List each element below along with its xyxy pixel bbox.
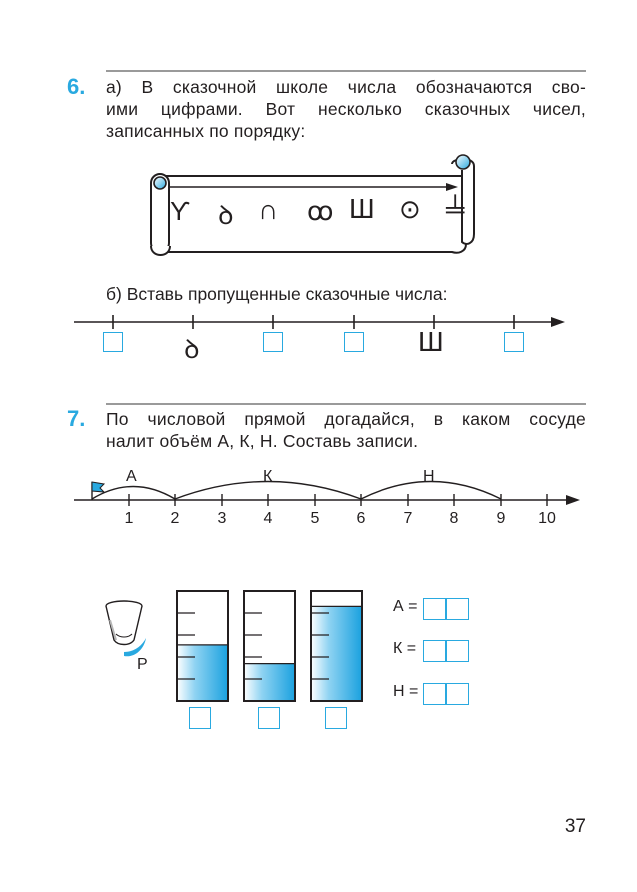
tick-label-3: 3 [217,510,227,527]
vessel-water-3 [311,606,362,701]
equation-box-k[interactable] [423,640,469,662]
equation-box-a[interactable] [423,598,469,620]
equation-label-a: А = [393,598,418,615]
equation-label-k: К = [393,640,417,657]
tick-label-5: 5 [310,510,320,527]
equation-box-n[interactable] [423,683,469,705]
vessel-water-1 [177,645,228,701]
arc-label-a: А [126,468,137,485]
vessel-1 [177,591,228,701]
task6-line-3: записанных по порядку: [106,121,306,141]
tick-label-6: 6 [356,510,366,527]
tick-label-9: 9 [496,510,506,527]
vessel-2 [244,591,295,701]
vessel-3 [311,591,362,701]
task7-number: 7. [67,406,86,431]
tick-label-7: 7 [403,510,413,527]
task6-part-b-text: б) Вставь пропущенные сказочные числа: [106,284,448,304]
fairy-digit-2: ꝺ [218,200,234,230]
vessel-water-2 [244,664,295,701]
task6-number: 6. [67,74,86,99]
task6-line-1: а) В сказочной школе числа обозначаются сво- [106,77,586,97]
tick-label-10: 10 [538,510,556,527]
line-symbol-fifth: Ш [418,326,444,357]
fairy-digit-7: ╧ [446,194,465,224]
fairy-digit-3: ∩ [258,194,279,225]
task6-line-2: ими цифрами. Вот несколько сказочных чисел, [106,99,586,119]
vessel-answer-box-1[interactable] [189,707,211,729]
line-symbol-second: ꝺ [184,334,200,364]
tick-label-4: 4 [263,510,273,527]
tick-label-2: 2 [170,510,180,527]
fairy-digit-6: ⊙ [399,194,421,224]
fairy-digit-5: Ш [349,193,375,224]
tick-label-8: 8 [449,510,459,527]
page-number: 37 [564,816,586,837]
measure-label-r: Р [137,656,148,673]
vessel-answer-box-3[interactable] [325,707,347,729]
arc-label-n: Н [423,468,435,485]
fairy-digit-1: ϒ [170,196,191,226]
fairy-digit-4: ꝏ [307,196,334,226]
task7-line-1: По числовой прямой догадайся, в каком сосуде [106,409,586,429]
arc-label-k: К [263,468,273,485]
task7-line-2: налит объём А, К, Н. Составь записи. [106,431,419,451]
vessel-answer-box-2[interactable] [258,707,280,729]
equation-label-n: Н = [393,683,419,700]
tick-label-1: 1 [124,510,134,527]
